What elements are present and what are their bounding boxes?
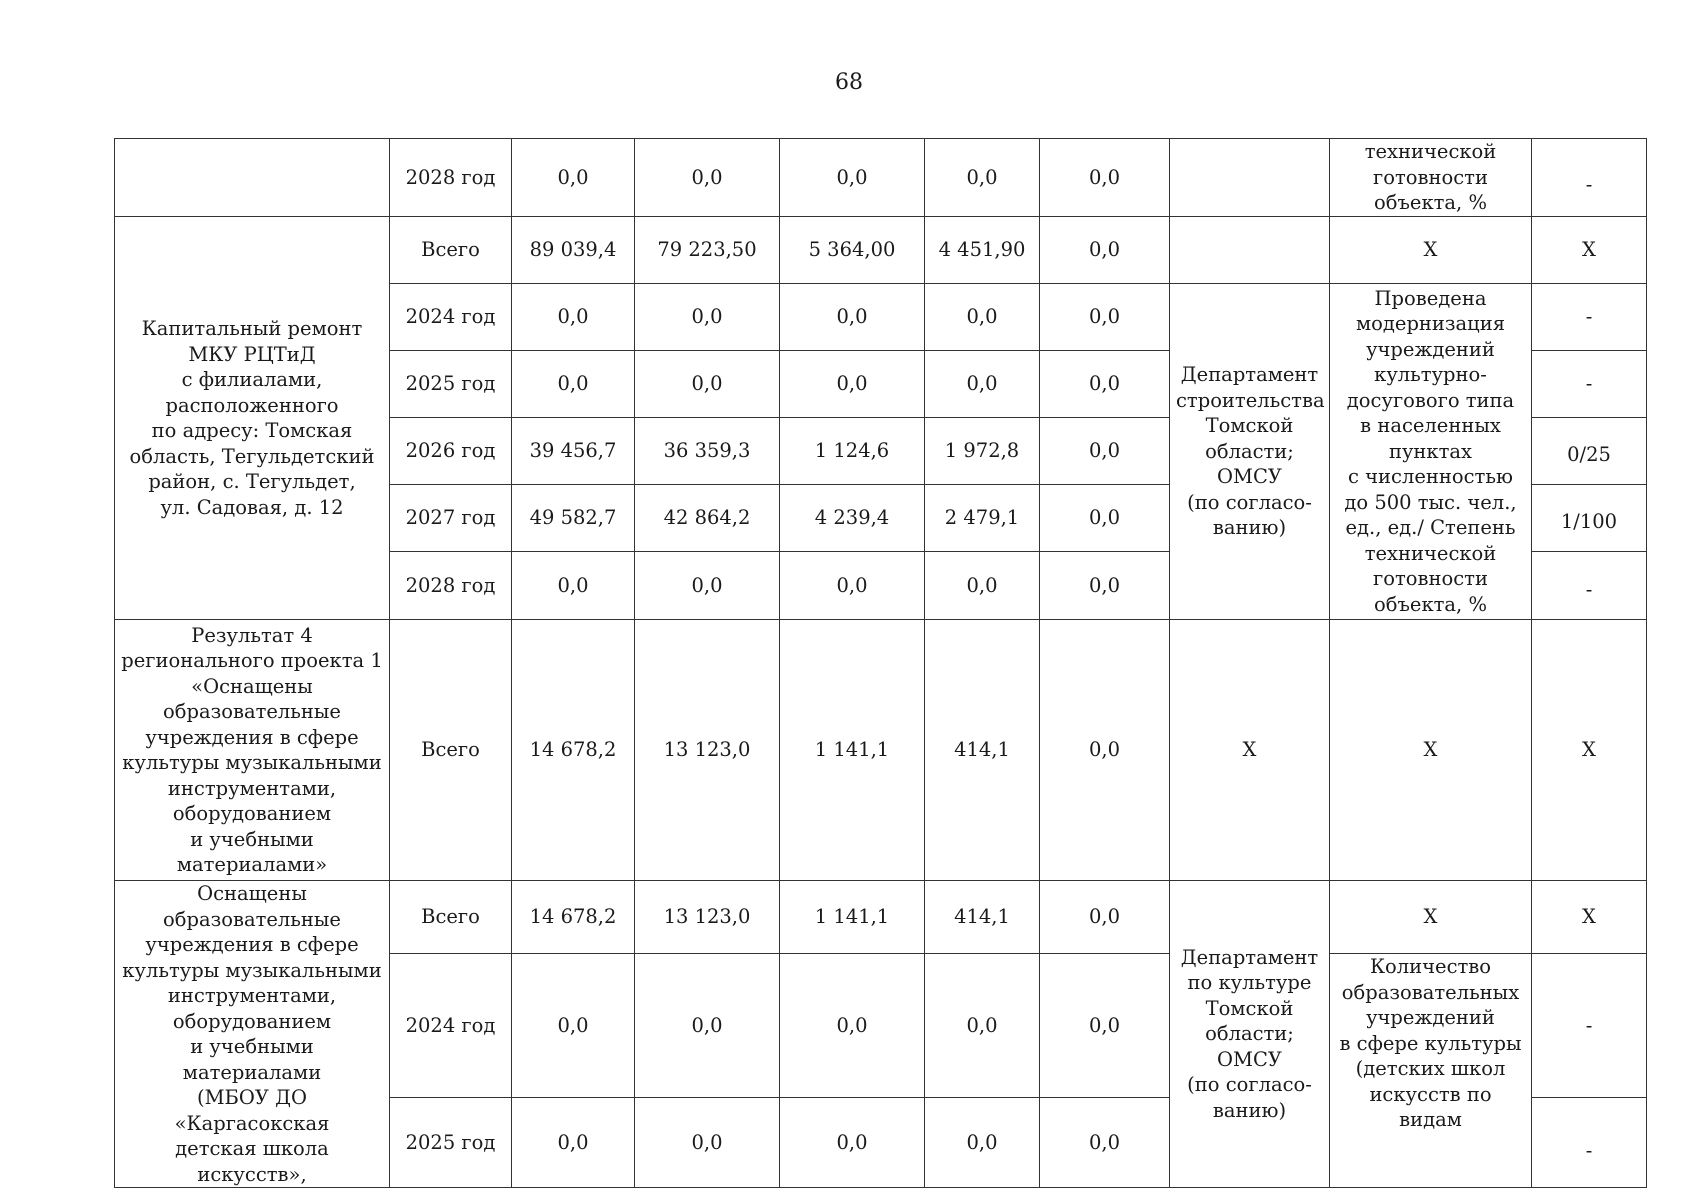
- value-cell: 0,0: [635, 284, 780, 351]
- table-row: [115, 139, 1647, 217]
- target-cell: -: [1532, 552, 1647, 620]
- indicator-cell: X: [1330, 217, 1532, 284]
- executor-line: ОМСУ: [1217, 1047, 1282, 1071]
- name-line: материалами»: [176, 853, 328, 876]
- value-cell: 0,0: [1040, 351, 1170, 418]
- indicator-line: технической: [1364, 541, 1497, 565]
- value-cell: 0,0: [925, 139, 1040, 217]
- value-cell: 0,0: [1040, 954, 1170, 1098]
- indicator-line: в населенных: [1360, 414, 1501, 438]
- value-cell: 0,0: [780, 351, 925, 418]
- table-row: [115, 620, 1647, 881]
- target-cell: 0/25: [1532, 418, 1647, 485]
- table-row: [115, 217, 1647, 284]
- value-cell: 0,0: [635, 552, 780, 620]
- target-cell: -: [1532, 954, 1647, 1098]
- name-line: детская школа искусств»,: [175, 1137, 329, 1186]
- value-cell: 0,0: [1040, 620, 1170, 881]
- name-line: культуры музыкальными: [122, 958, 382, 982]
- value-cell: 0,0: [512, 284, 635, 351]
- value-cell: 414,1: [925, 881, 1040, 954]
- name-line: учреждения в сфере: [145, 725, 359, 749]
- indicator-line: до 500 тыс. чел.,: [1344, 490, 1517, 514]
- name-line: Оснащены: [197, 882, 307, 905]
- value-cell: 0,0: [1040, 284, 1170, 351]
- period-cell: Всего: [390, 881, 512, 954]
- indicator-line: в сфере культуры: [1339, 1031, 1522, 1055]
- value-cell: 1 141,1: [780, 881, 925, 954]
- target-cell: -: [1532, 139, 1647, 217]
- value-cell: 1 972,8: [925, 418, 1040, 485]
- executor-line: ванию): [1212, 1098, 1287, 1122]
- value-cell: 4 451,90: [925, 217, 1040, 284]
- name-line: район, с. Тегульдет,: [148, 470, 356, 493]
- period-cell: 2028 год: [390, 139, 512, 217]
- executor-cell-empty: [1170, 139, 1330, 217]
- executor-cell: X: [1170, 620, 1330, 881]
- value-cell: 0,0: [635, 139, 780, 217]
- name-line: ул. Садовая, д. 12: [160, 495, 344, 519]
- indicator-line: Количество: [1369, 955, 1492, 978]
- name-line: культуры музыкальными: [122, 751, 382, 774]
- value-cell: 89 039,4: [512, 217, 635, 284]
- target-cell: X: [1532, 217, 1647, 284]
- value-cell: 0,0: [512, 1098, 635, 1188]
- executor-line: по культуре: [1187, 971, 1312, 995]
- value-cell: 0,0: [1040, 139, 1170, 217]
- executor-line: Департамент: [1180, 363, 1319, 387]
- name-line: учреждения в сфере: [145, 933, 359, 956]
- executor-line: Томской: [1205, 996, 1294, 1020]
- target-cell: X: [1532, 620, 1647, 881]
- value-cell: 14 678,2: [512, 620, 635, 881]
- name-line: образовательные: [163, 700, 341, 723]
- page-number: 68: [835, 70, 863, 95]
- value-cell: 0,0: [512, 552, 635, 620]
- name-line: расположенного: [165, 393, 339, 417]
- value-cell: 0,0: [925, 351, 1040, 418]
- value-cell: 13 123,0: [635, 620, 780, 881]
- value-cell: 1 141,1: [780, 620, 925, 881]
- period-cell: 2028 год: [390, 552, 512, 620]
- indicator-line: пунктах: [1388, 439, 1473, 463]
- executor-line: ОМСУ: [1217, 465, 1282, 489]
- name-cell-empty: [115, 139, 390, 217]
- name-line: по адресу: Томская: [151, 419, 353, 442]
- value-cell: 2 479,1: [925, 485, 1040, 552]
- value-cell: 0,0: [925, 552, 1040, 620]
- value-cell: 0,0: [780, 139, 925, 217]
- executor-cell-empty: [1170, 217, 1330, 284]
- value-cell: 0,0: [512, 954, 635, 1098]
- target-cell: -: [1532, 1098, 1647, 1188]
- name-line: образовательные: [163, 907, 341, 931]
- name-line: Капитальный ремонт: [141, 317, 363, 340]
- indicator-line: готовности: [1373, 165, 1488, 189]
- name-line: (МБОУ ДО «Каргасокская: [174, 1086, 330, 1135]
- name-line: и учебными: [190, 827, 314, 851]
- executor-line: (по согласо-: [1187, 1073, 1312, 1097]
- executor-line: строительства: [1176, 388, 1325, 412]
- target-cell: -: [1532, 351, 1647, 418]
- executor-cell: [1170, 284, 1330, 620]
- indicator-line: искусств по видам: [1369, 1082, 1492, 1131]
- value-cell: 0,0: [1040, 881, 1170, 954]
- name-line: оборудованием: [172, 1009, 332, 1033]
- executor-line: ванию): [1212, 516, 1287, 540]
- name-line: МКУ РЦТиД: [188, 342, 316, 366]
- value-cell: 0,0: [1040, 217, 1170, 284]
- value-cell: 0,0: [635, 954, 780, 1098]
- target-cell: 1/100: [1532, 485, 1647, 552]
- value-cell: 36 359,3: [635, 418, 780, 485]
- name-line: регионального проекта 1: [121, 649, 383, 672]
- value-cell: 0,0: [925, 1098, 1040, 1188]
- indicator-cell: X: [1330, 881, 1532, 954]
- value-cell: 13 123,0: [635, 881, 780, 954]
- value-cell: 4 239,4: [780, 485, 925, 552]
- target-cell: -: [1532, 284, 1647, 351]
- value-cell: 0,0: [512, 351, 635, 418]
- value-cell: 39 456,7: [512, 418, 635, 485]
- indicator-line: готовности: [1373, 567, 1488, 591]
- indicator-line: объекта, %: [1374, 191, 1487, 215]
- executor-line: области;: [1205, 1022, 1294, 1046]
- period-cell: 2024 год: [390, 284, 512, 351]
- target-cell: X: [1532, 881, 1647, 954]
- period-cell: 2027 год: [390, 485, 512, 552]
- period-cell: Всего: [390, 620, 512, 881]
- indicator-line: технической: [1364, 140, 1497, 164]
- name-line: инструментами,: [167, 984, 337, 1007]
- value-cell: 0,0: [1040, 418, 1170, 485]
- indicator-line: образовательных: [1341, 980, 1520, 1004]
- indicator-line: ед., ед./ Степень: [1345, 516, 1516, 540]
- executor-line: области;: [1205, 439, 1294, 463]
- value-cell: 0,0: [1040, 1098, 1170, 1188]
- value-cell: 0,0: [780, 954, 925, 1098]
- event-name-cell: [115, 217, 390, 620]
- indicator-cell: [1330, 954, 1532, 1188]
- value-cell: 0,0: [635, 1098, 780, 1188]
- table-row: [115, 881, 1647, 954]
- indicator-line: с численностью: [1348, 465, 1513, 489]
- value-cell: 0,0: [925, 284, 1040, 351]
- indicator-cell: X: [1330, 620, 1532, 881]
- period-cell: 2025 год: [390, 351, 512, 418]
- indicator-line: (детских школ: [1355, 1057, 1506, 1080]
- result-name-cell: [115, 620, 390, 881]
- name-line: оборудованием: [172, 802, 332, 825]
- value-cell: 0,0: [512, 139, 635, 217]
- executor-line: (по согласо-: [1187, 490, 1312, 514]
- value-cell: 0,0: [780, 552, 925, 620]
- value-cell: 1 124,6: [780, 418, 925, 485]
- name-line: «Оснащены: [191, 674, 313, 698]
- value-cell: 0,0: [1040, 485, 1170, 552]
- name-line: и учебными материалами: [182, 1035, 322, 1084]
- period-cell: Всего: [390, 217, 512, 284]
- period-cell: 2024 год: [390, 954, 512, 1098]
- value-cell: 0,0: [1040, 552, 1170, 620]
- executor-cell: [1170, 881, 1330, 1188]
- event-name-cell: [115, 881, 390, 1188]
- name-line: инструментами,: [167, 776, 337, 800]
- value-cell: 0,0: [780, 1098, 925, 1188]
- indicator-line: модернизация: [1355, 312, 1506, 336]
- budget-table: [114, 138, 1647, 1188]
- executor-line: Департамент: [1180, 945, 1319, 969]
- value-cell: 79 223,50: [635, 217, 780, 284]
- value-cell: 42 864,2: [635, 485, 780, 552]
- value-cell: 414,1: [925, 620, 1040, 881]
- executor-line: Томской: [1205, 414, 1294, 438]
- indicator-line: Проведена: [1374, 286, 1487, 310]
- name-line: область, Тегульдетский: [129, 444, 375, 468]
- indicator-line: объекта, %: [1374, 592, 1487, 616]
- value-cell: 0,0: [925, 954, 1040, 1098]
- period-cell: 2025 год: [390, 1098, 512, 1188]
- indicator-cell: [1330, 284, 1532, 620]
- value-cell: 14 678,2: [512, 881, 635, 954]
- value-cell: 49 582,7: [512, 485, 635, 552]
- value-cell: 0,0: [780, 284, 925, 351]
- period-cell: 2026 год: [390, 418, 512, 485]
- value-cell: 0,0: [635, 351, 780, 418]
- indicator-line: культурно-: [1374, 363, 1487, 387]
- name-line: Результат 4: [191, 623, 313, 647]
- name-line: с филиалами,: [181, 368, 323, 391]
- indicator-line: досугового типа: [1346, 388, 1515, 412]
- indicator-line: учреждений: [1366, 337, 1495, 361]
- indicator-cell: [1330, 139, 1532, 217]
- indicator-line: учреждений: [1366, 1006, 1495, 1029]
- value-cell: 5 364,00: [780, 217, 925, 284]
